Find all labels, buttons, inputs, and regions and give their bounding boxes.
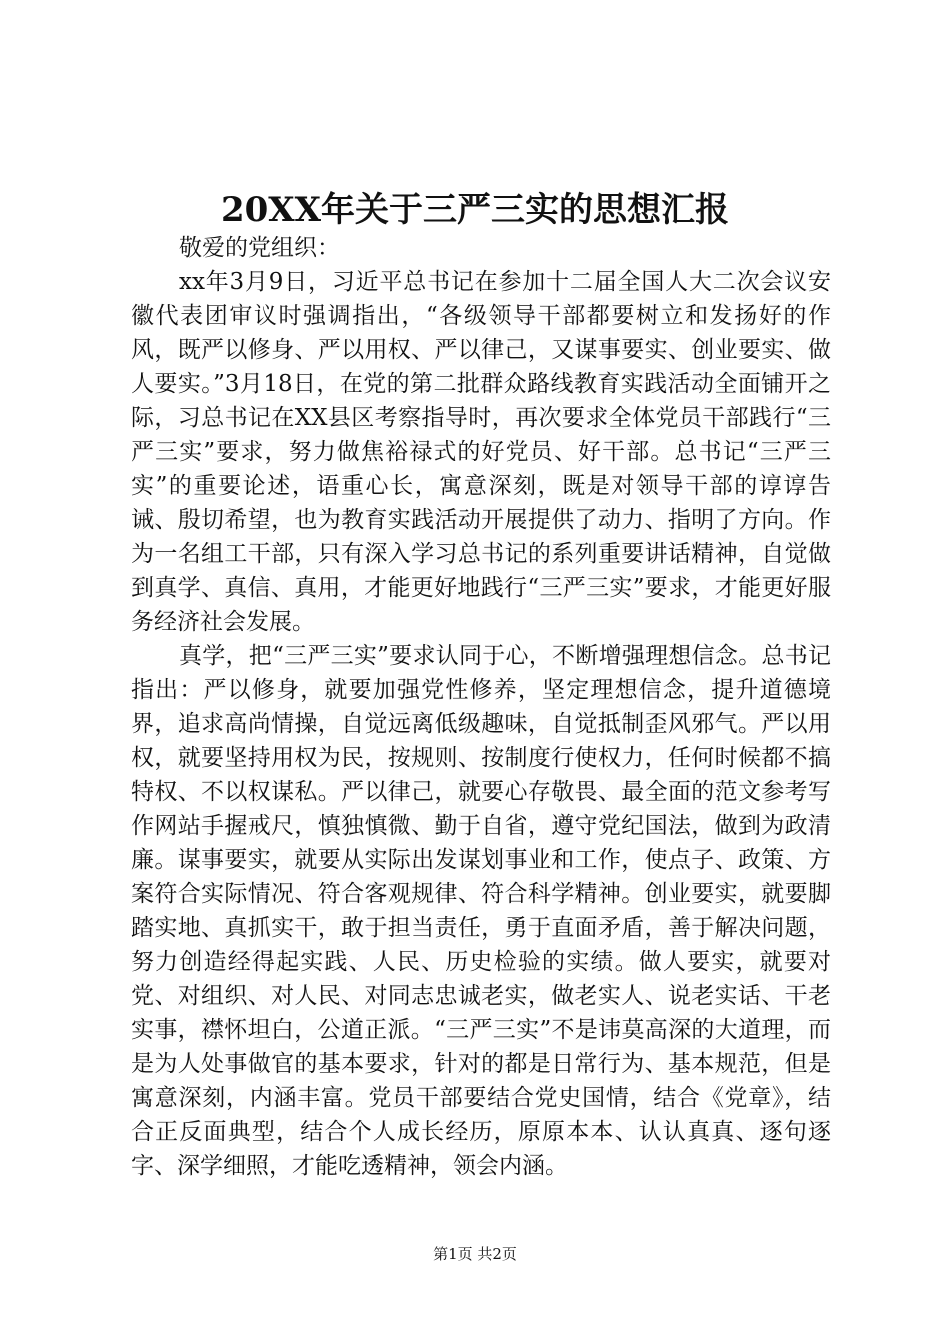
salutation: 敬爱的党组织： <box>179 235 340 261</box>
document-body <box>131 231 831 1183</box>
paragraph-1: xx年3月9日，习近平总书记在参加十二届全国人大二次会议安徽代表团审议时强调指出，“各级领导干部都要树立和发扬好的作风，既严以修身、严以用权、严以律己，又谋事要实、创业要实、做人要实。”3月18日，在党的第二批群众路线教育实践活动全面铺开之际，习总书记在XX县区考察指导时，再次要求全体党员干部践行“三严三实”要求，努力做焦裕禄式的好党员、好干部。总书记“三严三实”的重要论述，语重心长，寓意深刻，既是对领导干部的谆谆告诫、殷切希望，也为教育实践活动开展提供了动力、指明了方向。作为一名组工干部，只有深入学习总书记的系列重要讲话精神，自觉做到真学、真信、真用，才能更好地践行“三严三实”要求，才能更好服务经济社会发展。 <box>131 269 831 635</box>
document-title: 20XX年关于三严三实的思想汇报 <box>220 190 730 230</box>
paragraph-2: 真学，把“三严三实”要求认同于心，不断增强理想信念。总书记指出：严以修身，就要加强党性修养，坚定理想信念，提升道德境界，追求高尚情操，自觉远离低级趣味，自觉抵制歪风邪气。严以用权，就要坚持用权为民，按规则、按制度行使权力，任何时候都不搞特权、不以权谋私。严以律己，就要心存敬畏、最全面的范文参考写作网站手握戒尺，慎独慎微、勤于自省，遵守党纪国法，做到为政清廉。谋事要实，就要从实际出发谋划事业和工作，使点子、政策、方案符合实际情况、符合客观规律、符合科学精神。创业要实，就要脚踏实地、真抓实干，敢于担当责任，勇于直面矛盾，善于解决问题，努力创造经得起实践、人民、历史检验的实绩。做人要实，就要对党、对组织、对人民、对同志忠诚老实，做老实人、说老实话、干老实事，襟怀坦白，公道正派。“三严三实”不是讳莫高深的大道理，而是为人处事做官的基本要求，针对的都是日常行为、基本规范，但是寓意深刻，内涵丰富。党员干部要结合党史国情，结合《党章》，结合正反面典型，结合个人成长经历，原原本本、认认真真、逐句逐字、深学细照，才能吃透精神，领会内涵。 <box>131 643 831 1179</box>
page-number-footer: 第1页 共2页 <box>433 1245 517 1263</box>
